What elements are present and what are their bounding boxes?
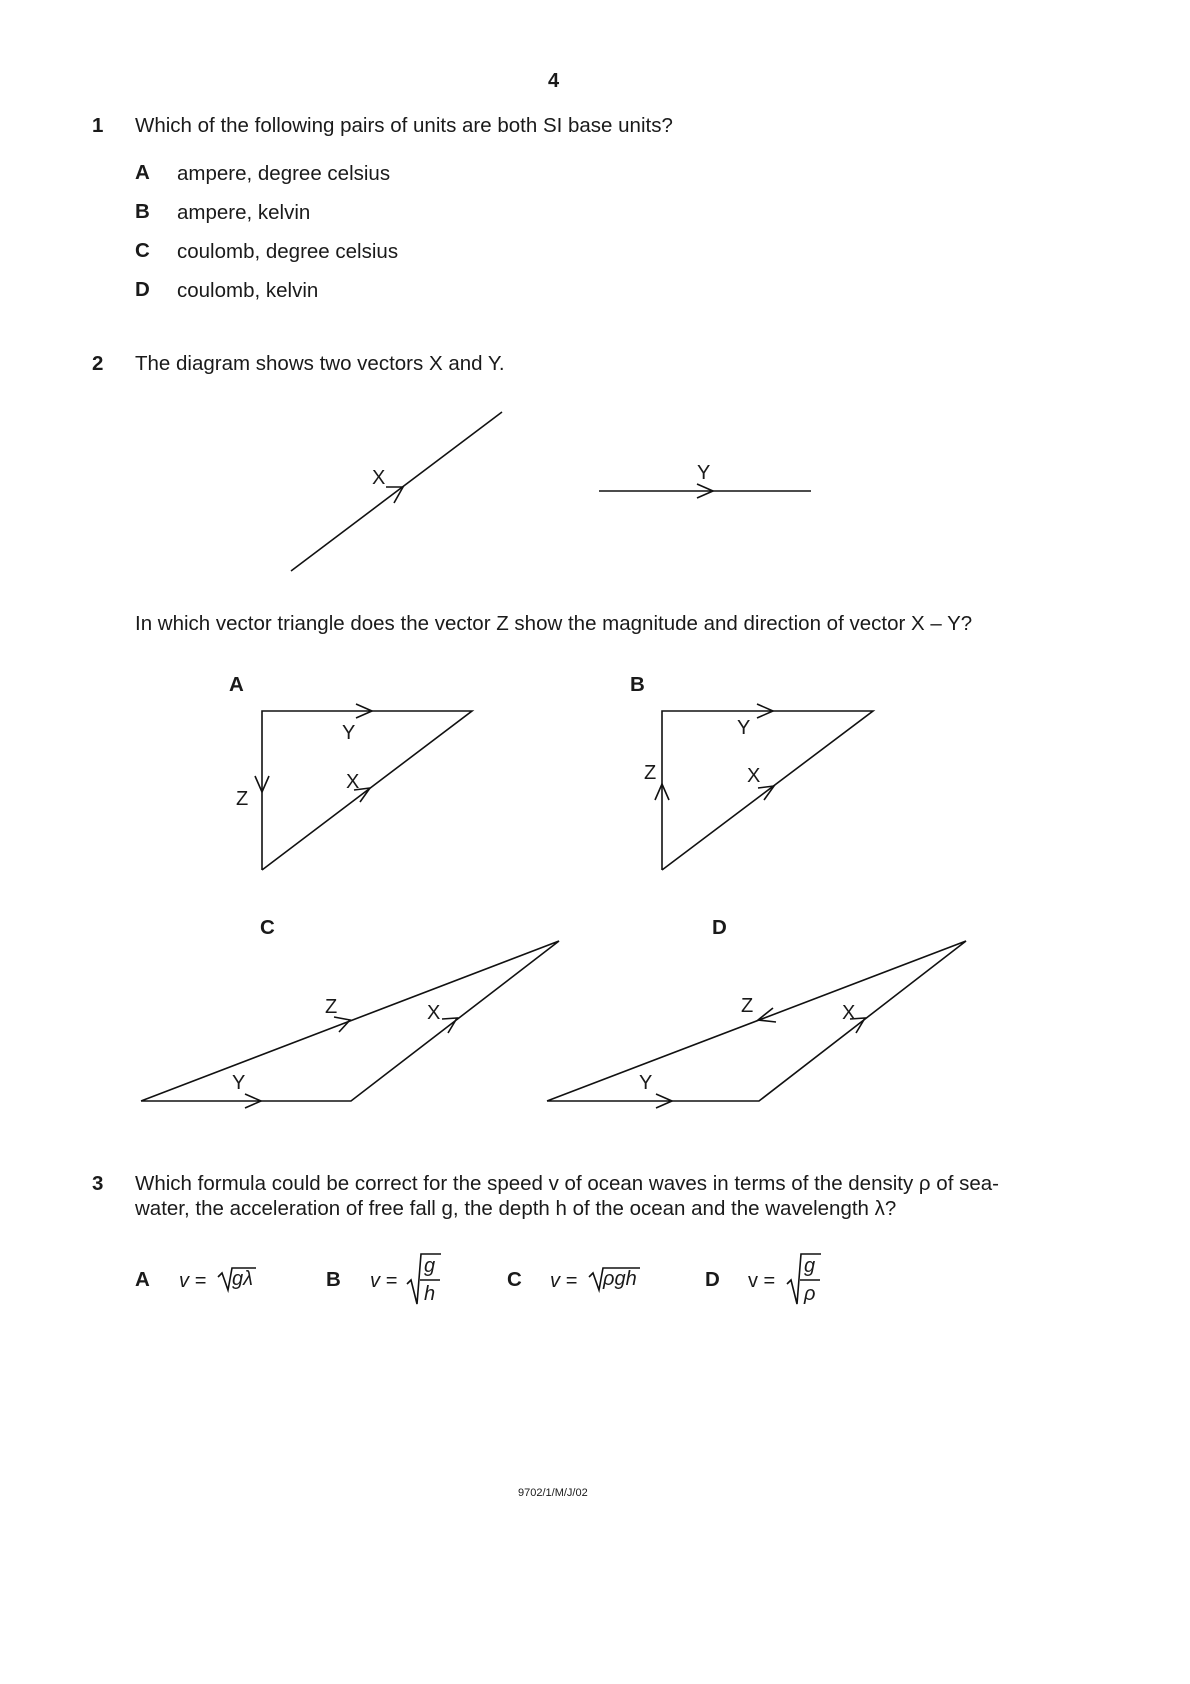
formula-option-b-letter: B: [326, 1268, 341, 1291]
triangle-b-x-arrow: [758, 786, 774, 800]
formula-option-c-radicand: ρgh: [603, 1268, 637, 1290]
option-b-label: B: [630, 673, 645, 696]
triangle-d: [547, 941, 966, 1101]
triangle-b-z-label: Z: [644, 762, 657, 784]
formula-option-b-denominator: h: [424, 1283, 436, 1305]
option-a-label: A: [229, 673, 244, 696]
triangle-a-y-label: Y: [342, 722, 356, 744]
triangle-d-x-label: X: [842, 1002, 856, 1024]
formula-option-d-denominator: ρ: [804, 1283, 816, 1305]
formula-option-c-letter: C: [507, 1268, 522, 1291]
vector-x-line: [291, 412, 502, 571]
page-number: 4: [548, 70, 560, 92]
option-letter-c: C: [135, 239, 150, 262]
triangle-c-y-label: Y: [232, 1072, 246, 1094]
question-text: Which of the following pairs of units are both SI base units?: [135, 114, 673, 137]
question-number: 3: [92, 1172, 104, 1195]
triangle-b: [662, 711, 873, 870]
triangle-c-z-label: Z: [325, 996, 338, 1018]
option-text-c: coulomb, degree celsius: [177, 240, 399, 263]
question-text-line-1: Which formula could be correct for the speed v of ocean waves in terms of the density ρ of sea-: [135, 1172, 999, 1195]
triangle-d-z-label: Z: [741, 995, 754, 1017]
triangle-d-y-label: Y: [639, 1072, 653, 1094]
option-letter-d: D: [135, 278, 150, 301]
question-text-line-2: water, the acceleration of free fall g, the depth h of the ocean and the wavelength λ?: [135, 1197, 897, 1220]
question-number: 1: [92, 114, 104, 137]
triangle-c-x-label: X: [427, 1002, 441, 1024]
option-c-label: C: [260, 916, 275, 939]
triangle-b-x-label: X: [747, 765, 761, 787]
option-d-label: D: [712, 916, 727, 939]
vector-x-label: X: [372, 467, 386, 489]
vector-y-label: Y: [697, 462, 711, 484]
formula-option-a-lhs: v =: [179, 1270, 207, 1292]
option-letter-b: B: [135, 200, 150, 223]
question-intro: The diagram shows two vectors X and Y.: [135, 352, 505, 375]
triangle-b-y-label: Y: [737, 717, 751, 739]
triangle-a: [262, 711, 472, 870]
question-number: 2: [92, 352, 104, 375]
formula-option-b-numerator: g: [424, 1255, 436, 1277]
option-letter-a: A: [135, 161, 150, 184]
formula-option-d-lhs: v =: [748, 1270, 776, 1292]
option-text-b: ampere, kelvin: [177, 201, 311, 224]
question-text: In which vector triangle does the vector Z show the magnitude and direction of vector X – Y?: [135, 612, 973, 635]
formula-option-d-numerator: g: [804, 1255, 816, 1277]
formula-option-a-letter: A: [135, 1268, 150, 1291]
option-text-d: coulomb, kelvin: [177, 279, 319, 302]
option-text-a: ampere, degree celsius: [177, 162, 391, 185]
triangle-a-z-label: Z: [236, 788, 249, 810]
formula-option-b-lhs: v =: [370, 1270, 398, 1292]
footer-code: 9702/1/M/J/02: [518, 1487, 588, 1499]
formula-option-d-letter: D: [705, 1268, 720, 1291]
formula-option-a-radicand: gλ: [232, 1268, 253, 1290]
triangle-a-x-label: X: [346, 771, 360, 793]
formula-option-c-lhs: v =: [550, 1270, 578, 1292]
